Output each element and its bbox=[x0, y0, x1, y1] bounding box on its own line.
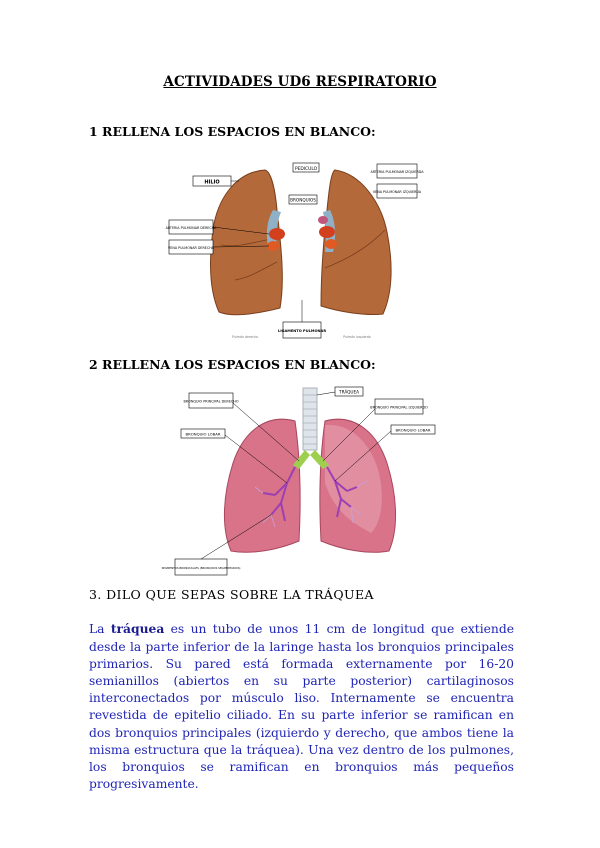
segmentos-label: SEGMENTOS BRONQUIALES (BRONQUIOS SEGMENTARIOS) bbox=[161, 566, 241, 570]
document-title: ACTIVIDADES UD6 RESPIRATORIO bbox=[163, 74, 437, 90]
bronquio-lobar-left-label: BRONQUIO LOBAR bbox=[185, 431, 221, 437]
section3-heading: 3. DILO QUE SEPAS SOBRE LA TRÁQUEA bbox=[89, 587, 374, 602]
traquea-label: TRÁQUEA bbox=[339, 389, 359, 395]
lung-hilum-diagram bbox=[165, 150, 441, 345]
bronquio-lobar-right-label: BRONQUIO LOBAR bbox=[395, 427, 431, 433]
paragraph-bold-word: tráquea bbox=[110, 621, 165, 637]
section2-heading: 2 RELLENA LOS ESPACIOS EN BLANCO: bbox=[89, 357, 376, 372]
bronquio-principal-izquierdo-label: BRONQUIO PRINCIPAL IZQUIERDO bbox=[370, 405, 428, 410]
arteria-derecha-label: ARTERIA PULMONAR DERECHA bbox=[165, 226, 217, 230]
bronquios-label: BRONQUIOS bbox=[290, 197, 316, 203]
bronchial-tree-figure bbox=[161, 383, 445, 579]
trachea-paragraph bbox=[89, 620, 514, 793]
vena-derecha-label: VENA PULMONAR DERECHA bbox=[168, 246, 214, 250]
vena-izquierda-label: VENA PULMONAR IZQUIERDA bbox=[372, 190, 422, 194]
paragraph-prefix: La bbox=[89, 622, 111, 637]
hilio-label: HILIO bbox=[204, 179, 220, 186]
arteria-izquierda-label: ARTERIA PULMONAR IZQUIERDA bbox=[370, 170, 424, 174]
paragraph-body: es un tubo de unos 11 cm de longitud que extiende desde la parte inferior de la laringe hasta los bronquios principales primarios. Su pared está formada externamente por 16-20 semianillos (abiertos en su parte posterior) cartilaginosos interconectados por músculo liso. Internamente se encuentra revestida de epitelio ciliado. En su parte inferior se ramifican en dos bronquios principales (izquierdo y derecho, que ambos tiene la misma estructura que la tráquea). Una vez dentro de los pulmones, los bronquios se ramifican en bronquios más pequeños progresivamente. bbox=[89, 622, 514, 792]
ligamento-label: LIGAMENTO PULMONAR bbox=[277, 329, 327, 333]
right-lung-pink bbox=[224, 419, 300, 552]
caption-pulmon-izquierdo: Pulmón izquierdo bbox=[343, 335, 371, 339]
lung-hilum-figure bbox=[165, 150, 441, 345]
bronquio-principal-derecho-label: BRONQUIO PRINCIPAL DERECHO bbox=[183, 399, 239, 404]
pedicle-label: PEDICULO bbox=[294, 167, 318, 172]
trachea-shape bbox=[303, 388, 317, 450]
caption-pulmon-derecho: Pulmón derecho bbox=[232, 335, 258, 339]
bronchial-tree-diagram bbox=[161, 383, 445, 579]
section1-heading: 1 RELLENA LOS ESPACIOS EN BLANCO: bbox=[89, 124, 376, 139]
